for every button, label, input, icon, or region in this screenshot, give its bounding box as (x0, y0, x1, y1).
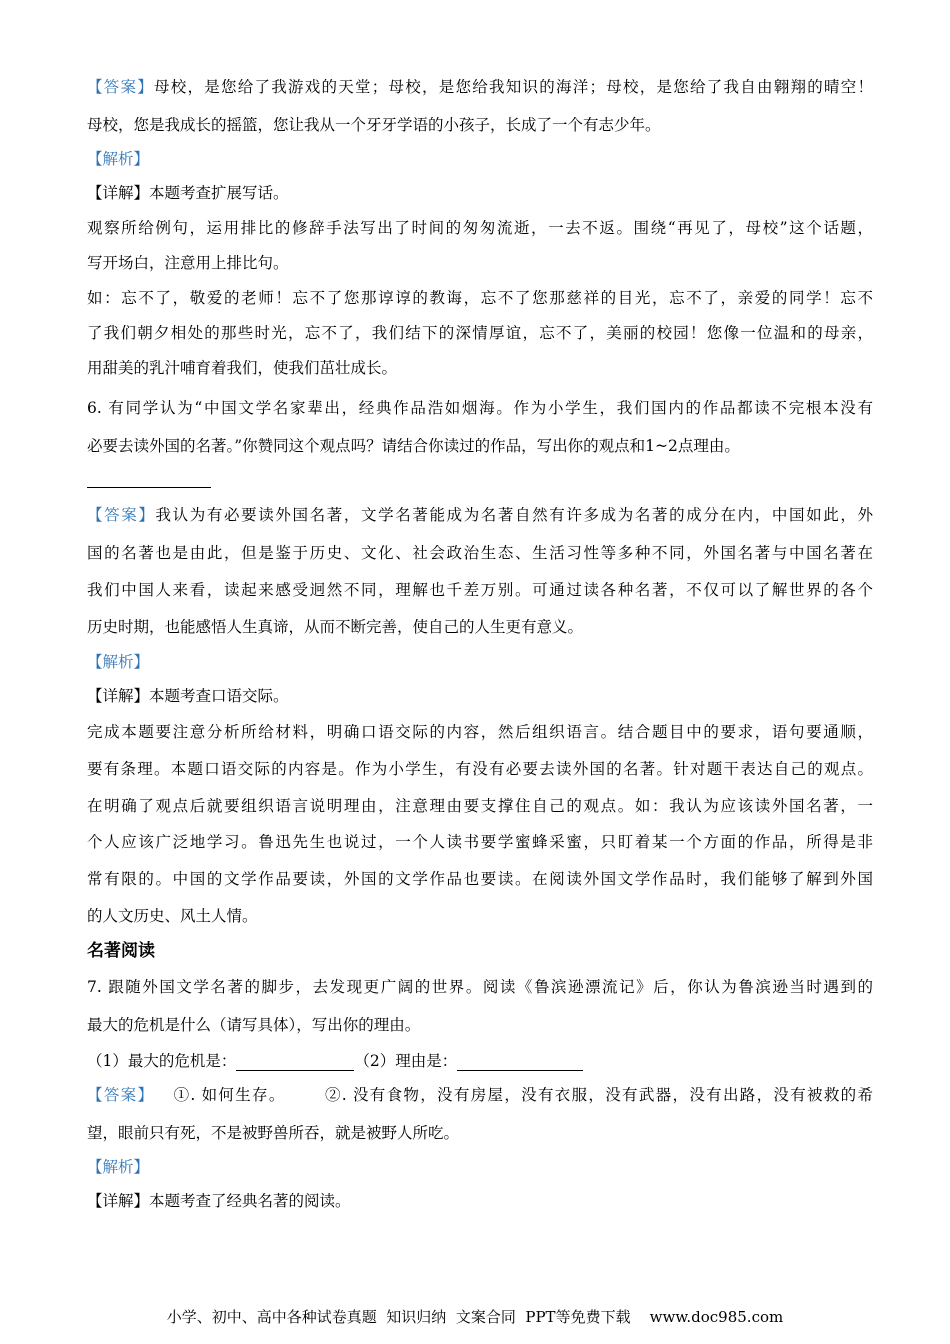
q5-body-line: 用甜美的乳汁哺育着我们，使我们茁壮成长。 (87, 359, 398, 377)
answer-blank-line (87, 487, 211, 488)
detail-tag: 【详解】 (87, 1192, 150, 1210)
q6-detail: 【详解】本题考查口语交际。 (87, 687, 289, 705)
q5-answer-line-2: 母校，您是我成长的摇篮，您让我从一个牙牙学语的小孩子，长成了一个有志少年。 (87, 116, 661, 134)
q7-analysis-tag: 【解析】 (87, 1158, 150, 1176)
answer-tag: 【答案】 (87, 78, 154, 96)
q6-body-line: 完成本题要注意分析所给材料，明确口语交际的内容，然后组织语言。结合题目中的要求，语句要通顺， (87, 723, 873, 741)
detail-tag: 【详解】 (87, 184, 150, 202)
q6-body-line: 常有限的。中国的文学作品要读，外国的文学作品也要读。在阅读外国文学作品时，我们能够了解到外国 (87, 870, 873, 888)
section-heading: 名著阅读 (87, 941, 155, 961)
q5-body-line: 观察所给例句，运用排比的修辞手法写出了时间的匆匆流逝，一去不返。围绕“再见了，母校”这个话题， (87, 219, 873, 237)
q6-body-line: 在明确了观点后就要组织语言说明理由，注意理由要支撑住自己的观点。如：我认为应该读外国名著，一 (87, 797, 873, 815)
answer-tag: 【答案】 (87, 506, 156, 524)
q6-body-line: 个人应该广泛地学习。鲁迅先生也说过，一个人读书要学蜜蜂采蜜，只盯着某一个方面的作品，所得是非 (87, 833, 873, 851)
q6-body-line: 的人文历史、风土人情。 (87, 907, 258, 925)
q6-answer-line: 历史时期，也能感悟人生真谛，从而不断完善，使自己的人生更有意义。 (87, 618, 584, 636)
answer-tag: 【答案】 (87, 1086, 155, 1104)
q6-answer-line: 国的名著也是由此，但是鉴于历史、文化、社会政治生态、生活习性等多种不同，外国名著与中国名著在 (87, 544, 873, 562)
detail-tag: 【详解】 (87, 687, 150, 705)
q5-detail: 【详解】本题考查扩展写话。 (87, 184, 289, 202)
q5-analysis-tag: 【解析】 (87, 150, 150, 168)
page-footer: 小学、初中、高中各种试卷真题 知识归纳 文案合同 PPT等免费下载 www.doc985.com (166, 1308, 784, 1326)
q6-answer-line-1: 【答案】我认为有必要读外国名著，文学名著能成为名著自然有许多成为名著的成分在内，中国如此，外 (87, 506, 873, 524)
q7-answer-line-1: 【答案】 ①. 如何生存。 ②. 没有食物，没有房屋，没有衣服，没有武器，没有出路，没有被救的希 (87, 1086, 873, 1104)
q5-body-line: 写开场白，注意用上排比句。 (87, 254, 289, 272)
q7-question-line-2: 最大的危机是什么（请写具体），写出你的理由。 (87, 1016, 421, 1034)
q5-body-line: 了我们朝夕相处的那些时光，忘不了，我们结下的深情厚谊，忘不了，美丽的校园！您像一位温和的母亲， (87, 324, 873, 342)
q6-question-line-1: 6. 有同学认为“中国文学名家辈出，经典作品浩如烟海。作为小学生，我们国内的作品都读不完根本没有 (87, 399, 873, 417)
q7-sub-questions: （1）最大的危机是： （2）理由是： (87, 1051, 583, 1071)
q7-detail: 【详解】本题考查了经典名著的阅读。 (87, 1192, 351, 1210)
q6-body-line: 要有条理。本题口语交际的内容是。作为小学生，有没有必要去读外国的名著。针对题干表达自己的观点。 (87, 760, 873, 778)
q7-question-line-1: 7. 跟随外国文学名著的脚步，去发现更广阔的世界。阅读《鲁滨逊漂流记》后，你认为鲁滨逊当时遇到的 (87, 978, 873, 996)
q7-answer-line-2: 望，眼前只有死，不是被野兽所吞，就是被野人所吃。 (87, 1124, 460, 1142)
blank-line (236, 1054, 354, 1071)
q6-question-line-2: 必要去读外国的名著。”你赞同这个观点吗？请结合你读过的作品，写出你的观点和1~2点理由。 (87, 437, 740, 455)
q5-answer-line-1: 【答案】母校，是您给了我游戏的天堂；母校，是您给我知识的海洋；母校，是您给了我自由翱翔的晴空！ (87, 78, 873, 96)
q6-answer-line: 我们中国人来看，读起来感受迥然不同，理解也千差万别。可通过读各种名著，不仅可以了解世界的各个 (87, 581, 873, 599)
q6-analysis-tag: 【解析】 (87, 653, 150, 671)
blank-line (457, 1054, 583, 1071)
q5-body-line: 如：忘不了，敬爱的老师！忘不了您那谆谆的教诲，忘不了您那慈祥的目光，忘不了，亲爱的同学！忘不 (87, 289, 873, 307)
